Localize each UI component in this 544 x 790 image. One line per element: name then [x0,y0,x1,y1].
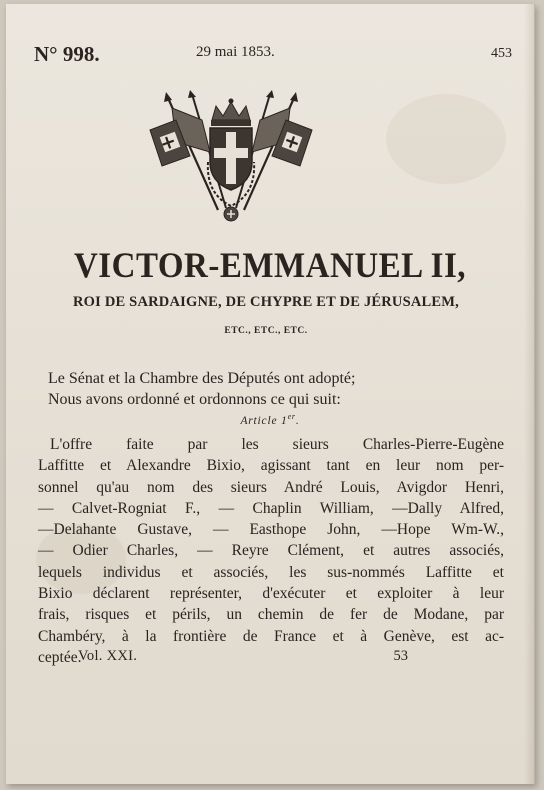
page-footer [78,648,408,668]
body-line: L'offre faite par les sieurs Charles-Pierre-Eugène [50,436,504,453]
article-heading [6,412,534,427]
signature-mark: 53 [393,648,408,664]
sovereign-subtitle: ROI DE SARDAIGNE, DE CHYPRE ET DE JÉRUSALEM, [73,294,459,310]
page-number: 453 [491,46,512,61]
savoy-arms-with-flags-icon [146,90,316,230]
decree-date: 29 mai 1853. [196,44,275,60]
intro-line: Nous avons ordonné et ordonnons ce qui suit: [48,391,341,408]
article-label: Article 1 [240,414,288,427]
article-sup: er [287,412,296,421]
body-line: Bixio déclarent représenter, d'exécuter et exploiter à leur [38,585,504,603]
body-line: Laffitte et Alexandre Bixio, agissant tant en leur nom per- [38,457,504,475]
body-line: frais, risques et périls, un chemin de fer de Modane, par [38,606,504,624]
intro-line: Le Sénat et la Chambre des Députés ont adopté; [48,370,356,387]
sovereign-title: VICTOR-EMMANUEL II, [73,246,467,286]
document-page [6,4,535,784]
decree-number: N° 998. [34,42,100,66]
body-line: lequels individus et associés, les sus-nommés Laffitte et [38,563,504,581]
page-edge-shadow [524,4,534,784]
paper-stain [386,94,506,184]
body-line: Chambéry, à la frontière de France et à Genève, est ac- [38,627,504,645]
body-line: ceptée. [38,648,82,666]
body-line: —Delahante Gustave, — Easthope John, —Hope Wm-W., [38,521,504,539]
volume-label: Vol. XXI. [78,648,138,664]
etc-line: ETC., ETC., ETC. [224,326,308,336]
enacting-formula [48,368,488,410]
page-header [34,42,512,66]
article-end: . [295,414,300,427]
body-line: — Odier Charles, — Reyre Clément, et autres associés, [38,542,504,560]
article-body [38,434,504,668]
body-line: — Calvet-Rogniat F., — Chaplin William, —Dally Alfred, [38,499,504,517]
body-line: sonnel qu'au nom des sieurs André Louis, Avigdor Henri, [38,478,504,496]
